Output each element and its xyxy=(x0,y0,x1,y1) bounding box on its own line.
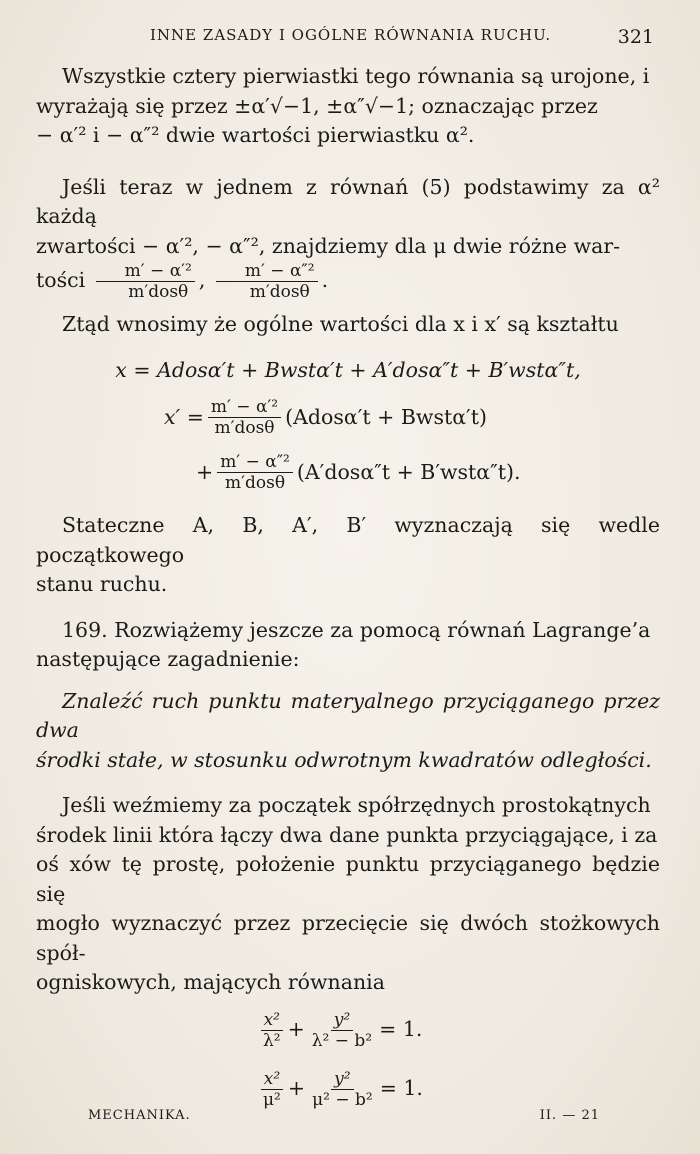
conic-2-x-numerator: x² xyxy=(261,1069,283,1090)
conic-1-x-numerator: x² xyxy=(261,1010,283,1031)
paragraph-5 xyxy=(36,791,660,998)
section-169-line1: Rozwiążemy jeszcze za pomocą równań Lagrange’a xyxy=(114,617,651,642)
section-169 xyxy=(36,616,660,675)
equation-x-prime-continued xyxy=(196,452,660,493)
problem-statement xyxy=(36,687,660,776)
paragraph-3 xyxy=(36,310,660,340)
fraction-2 xyxy=(216,261,318,302)
conic-equation-2: $\frac{\text{x²}}{\text{μ²}}$ + $\frac{\text{y²}}{\text{μ² − b²}}$ = 1. xyxy=(256,1069,660,1110)
footer-sheet-mark: II. — 21 xyxy=(539,1108,600,1123)
equation-x-prime-rhs: (Adosα′t + Bwstα′t) xyxy=(285,404,487,429)
equation-x-prime-numerator: m′ − α′² xyxy=(208,397,281,418)
conic-1-term-x xyxy=(260,1010,284,1051)
conic-1-term-y xyxy=(309,1010,375,1051)
para1-line3: − α′² i − α″² dwie wartości pierwiastku α². xyxy=(36,123,475,147)
para4-line2: stanu ruchu. xyxy=(36,572,168,596)
conic-1-y-numerator: y² xyxy=(331,1010,353,1031)
para2-line2: zwartości − α′², − α″², znajdziemy dla μ dwie różne war- xyxy=(36,233,621,258)
equation-x-prime-lhs: x′ = xyxy=(164,404,204,429)
equation-x-prime xyxy=(164,397,660,438)
equation-continued-numerator: m′ − α″² xyxy=(217,452,293,473)
para5-line2: środek linii która łączy dwa dane punkta przyciągające, i za xyxy=(36,822,658,847)
para5-line5: ogniskowych, mających równania xyxy=(36,970,385,994)
para2-line1: Jeśli teraz w jednem z równań (5) podstawimy za α² każdą xyxy=(36,174,660,228)
section-169-line2: następujące zagadnienie: xyxy=(36,647,300,671)
equation-x: x = Adosα′t + Bwstα′t + A′dosα″t + B′wstα″t, xyxy=(115,357,581,382)
conic-1-x-denominator: λ² xyxy=(263,1030,281,1051)
para1-line1: Wszystkie cztery pierwiastki tego równania są urojone, i xyxy=(62,64,650,88)
equation-x-prime-fraction xyxy=(208,397,281,438)
section-number: 169. xyxy=(62,617,108,642)
header-title: INNE ZASADY I OGÓLNE RÓWNANIA RUCHU. xyxy=(150,26,552,44)
fraction-1-denominator: m′dosθ xyxy=(128,282,189,302)
paragraph-2: Jeśli teraz w jednem z równań (5) podstawimy za α² każdą zwartości − α′², − α″², znajdziemy dla μ dwie różne war- tości $\frac{\text{m′ − α′²}}{\text{m′dosθ}}$ , $\frac{\text{m′ − α″²}}{\text{m′dosθ}}$ . xyxy=(36,174,660,302)
conic-2-x-denominator: μ² xyxy=(263,1089,281,1110)
para1-line2: wyrażają się przez ±α′√−1, ±α″√−1; oznaczając przez xyxy=(36,93,598,118)
problem-statement-line1: Znaleźć ruch punktu materyalnego przyciąganego przez dwa xyxy=(36,688,660,742)
footer-signature: MECHANIKA. xyxy=(88,1108,191,1123)
problem-statement-line2: środki stałe, w stosunku odwrotnym kwadratów odległości. xyxy=(36,747,652,772)
conic-2-term-y xyxy=(309,1069,376,1110)
conic-2-y-denominator: μ² − b² xyxy=(312,1089,373,1110)
conic-2-term-x xyxy=(260,1069,284,1110)
para5-line3: oś xów tę prostę, położenie punktu przyciąganego będzie się xyxy=(36,852,660,906)
running-header xyxy=(150,26,654,48)
paragraph-4 xyxy=(36,511,660,600)
equation-continued-plus: + xyxy=(196,459,214,484)
fraction-2-denominator: m′dosθ xyxy=(249,282,310,302)
para3-line1: Ztąd wnosimy że ogólne wartości dla x i x′ są kształtu xyxy=(62,312,619,336)
conic-2-rhs: = 1. xyxy=(379,1076,423,1101)
page-body xyxy=(36,62,660,1110)
equation-x-prime-denominator: m′dosθ xyxy=(214,418,275,438)
page-footer xyxy=(88,1108,600,1123)
equation-continued-rhs: (A′dosα″t + B′wstα″t). xyxy=(296,459,521,484)
conic-equation-1: $\frac{\text{x²}}{\text{λ²}}$ + $\frac{\text{y²}}{\text{λ² − b²}}$ = 1. xyxy=(256,1010,660,1051)
fraction-2-numerator: m′ − α″² xyxy=(216,261,318,282)
conic-1-y-denominator: λ² − b² xyxy=(311,1030,373,1051)
conic-2-y-numerator: y² xyxy=(331,1069,353,1090)
para2-line3-prefix: tości xyxy=(36,268,86,292)
equation-continued-denominator: m′dosθ xyxy=(225,473,286,493)
para5-line1: Jeśli weźmiemy za początek spółrzędnych prostokątnych xyxy=(62,793,651,817)
paragraph-1 xyxy=(36,62,660,151)
fraction-1 xyxy=(96,261,195,302)
para4-line1: Stateczne A, B, A′, B′ wyznaczają się wedle początkowego xyxy=(36,513,660,567)
para5-line4: mogło wyznaczyć przez przecięcie się dwóch stożkowych spół- xyxy=(36,911,660,965)
fraction-1-numerator: m′ − α′² xyxy=(96,261,195,282)
equation-continued-fraction xyxy=(217,452,293,493)
conic-1-rhs: = 1. xyxy=(379,1017,423,1042)
page-number: 321 xyxy=(617,26,654,48)
